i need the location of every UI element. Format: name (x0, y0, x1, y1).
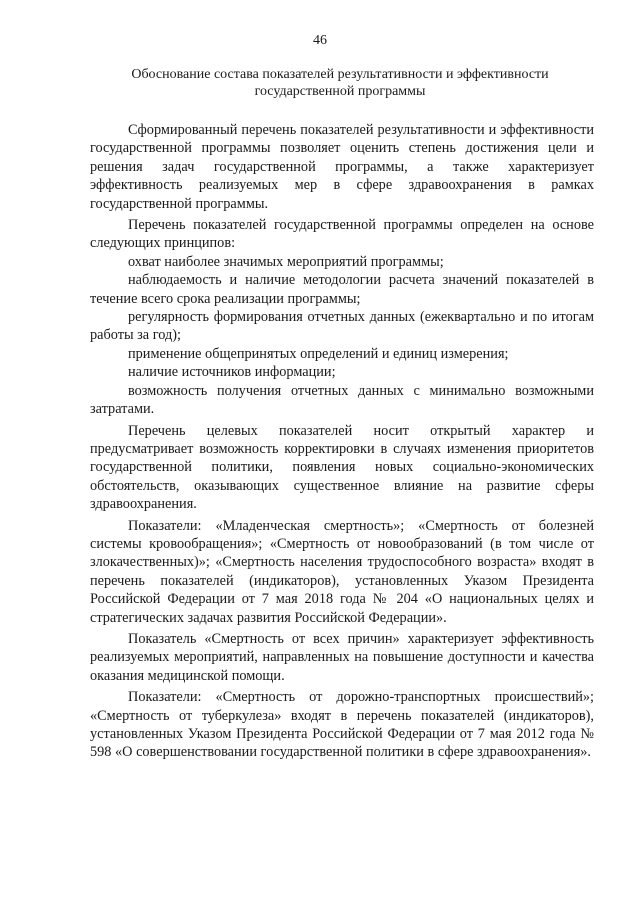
list-item: применение общепринятых определений и единиц измерения; (128, 345, 509, 362)
section-title: Обоснование состава показателей результативности и эффективности государственной программы (131, 67, 549, 99)
list-item: возможность получения отчетных данных с минимально возможными затратами. (90, 382, 594, 418)
paragraph: Перечень целевых показателей носит открытый характер и предусматривает возможность корректировки в случаях изменения приоритетов государственной политики, появления новых социально-экономических обстоятельств, оказывающих существенное влияние на развитие сферы здравоохранения. (90, 422, 594, 513)
list-item: охват наиболее значимых мероприятий программы; (128, 253, 444, 270)
page-number: 46 (313, 33, 327, 48)
paragraph: Сформированный перечень показателей результативности и эффективности государственной программы позволяет оценить степень достижения цели и решения задач государственной программы, а также характеризует эффективность реализуемых мер в сфере здравоохранения в рамках государственной программы. (90, 122, 594, 212)
paragraph: Перечень показателей государственной программы определен на основе следующих принципов: (90, 217, 594, 252)
document-body (90, 121, 594, 762)
paragraph: Показатель «Смертность от всех причин» характеризует эффективность реализуемых мероприятий, направленных на повышение доступности и качества оказания медицинской помощи. (90, 630, 594, 684)
list-item: наблюдаемость и наличие методологии расчета значений показателей в течение всего срока реализации программы; (90, 272, 594, 307)
list-item: наличие источников информации; (128, 364, 336, 381)
paragraph: Показатели: «Смертность от дорожно-транспортных происшествий»; «Смертность от туберкулеза» входят в перечень показателей (индикаторов), установленных Указом Президента Российской Федерации от 7 мая 2012 года № 598 «О совершенствовании государственной политики в сфере здравоохранения». (90, 689, 594, 761)
list-item: регулярность формирования отчетных данных (ежеквартально и по итогам работы за год); (90, 309, 594, 344)
paragraph: Показатели: «Младенческая смертность»; «Смертность от болезней системы кровообращения»; «Смертность от новообразований (в том числе от злокачественных)»; «Смертность населения трудоспособного возраста» входят в перечень показателей (индикаторов), установленных Указом Президента Российской Федерации от 7 мая 2018 года № 204 «О национальных целях и стратегических задачах развития Российской Федерации». (90, 517, 594, 626)
